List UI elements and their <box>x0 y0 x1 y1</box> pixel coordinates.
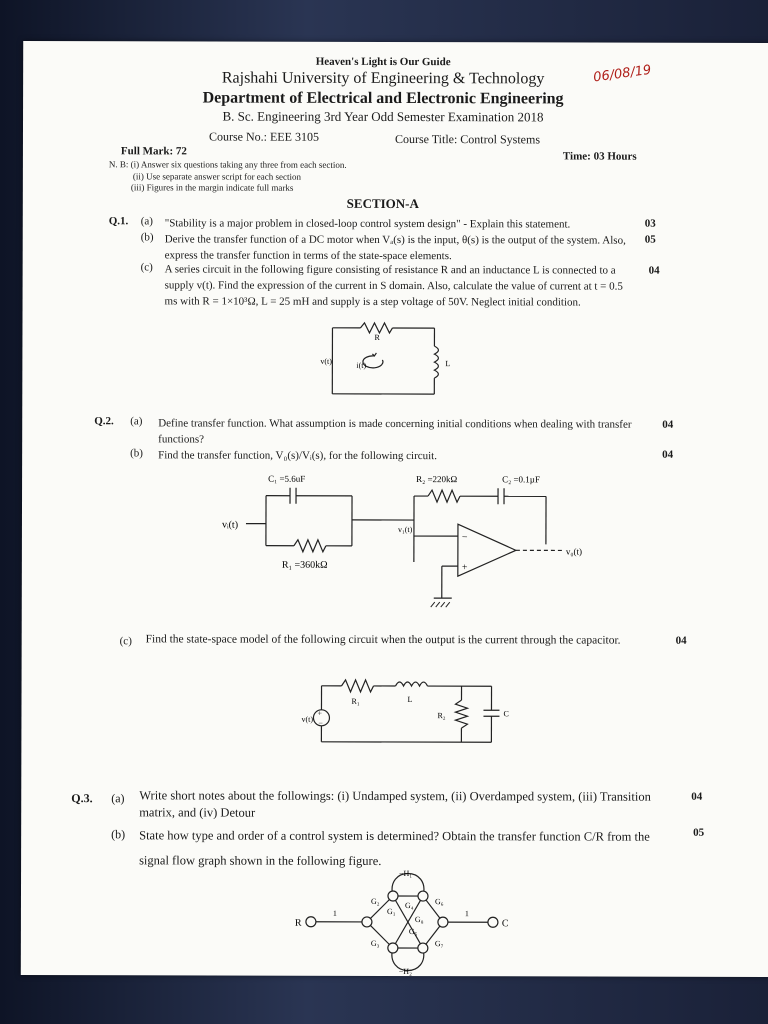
q3a-label: (a) <box>111 791 125 806</box>
sfg-g7: G₇ <box>434 939 444 949</box>
q3-label: Q.3. <box>71 791 93 806</box>
q3b-text: State how type and order of a control system is determined? Obtain the transfer function C/R from the signal flow graph shown in the following figure. <box>139 828 650 868</box>
sfg-g2: G₂ <box>370 896 380 906</box>
q2-fig-vo: v₀(t) <box>565 546 583 557</box>
sfg-h1: −H₁ <box>399 869 413 879</box>
q2c-fig-l: L <box>407 695 413 705</box>
q2-fig-r2: R₂ =220kΩ <box>416 474 458 485</box>
q2a-text: Define transfer function. What assumption is made concerning initial conditions when dealing with transfer functions? <box>158 417 632 446</box>
q1c-text: A series circuit in the following figure consisting of resistance R and an inductance L is connected to a supply v(t). Find the expression of the current in S domain. Also, calculate the value of current at t = 0.5 ms with R = 1×10³Ω, L = 25 mH and supply is a step voltage of 50V. Neglect initial condition. <box>164 263 623 309</box>
sfg-g8: G₈ <box>414 915 424 925</box>
q2c-label: (c) <box>119 635 132 648</box>
sfg-g6: G₆ <box>434 897 444 907</box>
q2c-fig-c: C <box>503 709 509 719</box>
course-title: Course Title: Control Systems <box>394 131 541 147</box>
q1-fig-v: v(t) <box>320 356 332 366</box>
q1b-label: (b) <box>140 231 154 244</box>
section-title: SECTION-A <box>346 195 419 212</box>
sfg-g5: G₅ <box>408 927 418 937</box>
exam-time: Time: 03 Hours <box>562 150 637 163</box>
q2-fig-v1: v₁(t) <box>397 525 413 535</box>
course-no: Course No.: EEE 3105 <box>208 129 319 144</box>
q1b-mark: 05 <box>644 233 656 246</box>
q2-fig-plus: + <box>461 562 468 574</box>
sfg-one-b: 1 <box>464 909 469 919</box>
sfg-g4: G₄ <box>404 901 414 911</box>
q1-fig-i: i(t) <box>356 360 367 370</box>
q3a-text: Write short notes about the followings: (i) Undamped system, (ii) Overdamped system, (iii) Transition matrix, and (iv) Detour <box>139 788 651 820</box>
q2c-fig-r1: R₁ <box>351 696 360 706</box>
q2c-fig-r2: R₂ <box>437 711 446 721</box>
sfg-one-a: 1 <box>332 908 337 918</box>
q2-fig-c2: C₂ =0.1µF <box>502 474 541 485</box>
q1-fig-l: L <box>445 359 451 369</box>
note-2: (ii) Use separate answer script for each section <box>132 171 302 182</box>
q2-fig-minus: − <box>461 532 468 544</box>
note-3: (iii) Figures in the margin indicate full marks <box>130 182 294 193</box>
sfg-g3: G₃ <box>370 938 380 948</box>
q3b-label: (b) <box>111 827 126 842</box>
q2-fig-r1: R₁ =360kΩ <box>281 559 328 571</box>
sfg-h2: −H₂ <box>398 967 412 977</box>
sfg-r: R <box>294 917 302 929</box>
q2a-label: (a) <box>130 415 143 428</box>
q2c-mark: 04 <box>675 634 687 647</box>
full-mark: Full Mark: 72 <box>120 145 187 158</box>
note-1: N. B: (i) Answer six questions taking any three from each section. <box>108 159 347 170</box>
q2c-rlc-circuit <box>301 672 521 753</box>
sfg-g1: G₁ <box>386 906 396 917</box>
university-name: Rajshahi University of Engineering & Technology <box>221 69 545 88</box>
q1c-mark: 04 <box>648 264 660 277</box>
q3-signal-flow-graph <box>285 866 525 977</box>
q1a-mark: 03 <box>644 217 656 230</box>
q1a-text: "Stability is a major problem in closed-loop control system design" - Explain this statement. <box>164 217 571 231</box>
q2c-fig-v: v(t) <box>301 714 314 724</box>
exam-title: B. Sc. Engineering 3rd Year Odd Semester Examination 2018 <box>222 108 544 125</box>
q2b-text: Find the transfer function, V₀(s)/Vᵢ(s), for the following circuit. <box>158 449 437 463</box>
q2-opamp-circuit <box>202 465 622 616</box>
handwritten-date: 06/08/19 <box>592 62 653 86</box>
q3b-mark: 05 <box>693 826 705 839</box>
q1b-text: Derive the transfer function of a DC motor when Vₐ(s) is the input, θ(s) is the output of the system. Also, express the transfer function in terms of the state-space elements. <box>164 233 626 263</box>
q2b-label: (b) <box>130 447 143 460</box>
q1c-label: (c) <box>140 261 153 274</box>
q3a-mark: 04 <box>691 790 703 803</box>
sfg-c: C <box>501 918 509 930</box>
svg-text:+: + <box>317 708 322 718</box>
q1-rl-circuit <box>312 318 452 398</box>
motto: Heaven's Light is Our Guide <box>315 55 451 69</box>
q1a-label: (a) <box>140 215 153 228</box>
q2a-mark: 04 <box>662 418 674 431</box>
exam-paper <box>21 41 768 977</box>
q2b-mark: 04 <box>662 448 674 461</box>
q1-fig-r: R <box>374 332 380 342</box>
department-name: Department of Electrical and Electronic Engineering <box>202 89 564 108</box>
q2-fig-c1: C₁ =5.6uF <box>268 473 306 484</box>
q2-label: Q.2. <box>94 415 114 428</box>
q1-label: Q.1. <box>108 215 129 228</box>
q2-fig-vi: vᵢ(t) <box>221 519 239 531</box>
svg-text:−: − <box>318 718 323 728</box>
q2c-text: Find the state-space model of the following circuit when the output is the current through the capacitor. <box>145 633 621 647</box>
